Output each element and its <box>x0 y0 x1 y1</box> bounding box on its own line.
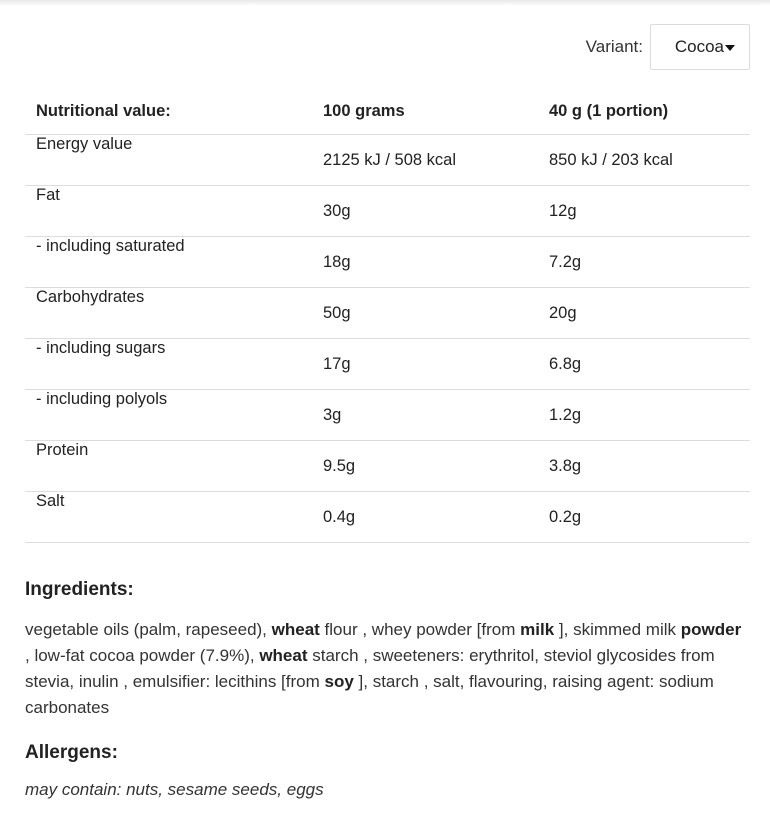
row-label: Protein <box>25 441 312 492</box>
row-label: Carbohydrates <box>25 288 312 339</box>
allergens-title: Allergens: <box>25 742 118 763</box>
table-row <box>25 186 750 237</box>
row-per-portion: 0.2g <box>538 492 750 543</box>
row-per-portion: 20g <box>538 288 750 339</box>
row-per-portion: 850 kJ / 203 kcal <box>538 135 750 186</box>
row-per-100g: 2125 kJ / 508 kcal <box>312 135 538 186</box>
variant-label: Variant: <box>585 37 643 56</box>
ingredients-part: , low-fat cocoa powder (7.9%), <box>25 646 260 665</box>
table-row <box>25 237 750 288</box>
ingredients-part: flour , whey powder [from <box>319 620 521 639</box>
row-per-100g: 0.4g <box>312 492 538 543</box>
table-row <box>25 492 750 543</box>
header-per-portion: 40 g (1 portion) <box>549 101 669 120</box>
allergen-highlight: wheat <box>259 646 308 665</box>
ingredients-part: starch , sweeteners: erythritol, steviol glycosides from stevia, inulin , emulsifier: lecithins [from <box>25 646 715 691</box>
ingredients-part: ], starch , salt, flavouring, raising agent: sodium carbonates <box>25 672 714 717</box>
row-label: - including polyols <box>25 390 312 441</box>
row-label: - including saturated <box>25 237 312 288</box>
row-per-portion: 6.8g <box>538 339 750 390</box>
row-per-portion: 7.2g <box>538 237 750 288</box>
variant-dropdown[interactable] <box>650 24 750 70</box>
row-per-100g: 30g <box>312 186 538 237</box>
table-row <box>25 390 750 441</box>
allergen-highlight: milk <box>520 620 555 639</box>
row-label: Energy value <box>25 135 312 186</box>
ingredients-part: vegetable oils (palm, rapeseed), <box>25 620 272 639</box>
row-label: - including sugars <box>25 339 312 390</box>
ingredients-part: ], skimmed milk <box>554 620 681 639</box>
row-per-portion: 12g <box>538 186 750 237</box>
allergen-highlight: wheat <box>271 620 320 639</box>
table-row <box>25 288 750 339</box>
row-per-portion: 3.8g <box>538 441 750 492</box>
nutrition-table <box>25 88 750 543</box>
allergen-highlight: soy <box>324 672 354 691</box>
row-per-100g: 3g <box>312 390 538 441</box>
variant-selector <box>586 24 750 70</box>
row-per-100g: 9.5g <box>312 441 538 492</box>
allergen-highlight: powder <box>680 620 742 639</box>
row-label: Salt <box>25 492 312 543</box>
header-shadow <box>0 0 770 6</box>
row-per-100g: 50g <box>312 288 538 339</box>
row-per-portion: 1.2g <box>538 390 750 441</box>
table-row <box>25 135 750 186</box>
row-per-100g: 17g <box>312 339 538 390</box>
row-per-100g: 18g <box>312 237 538 288</box>
variant-selected-value: Cocoa <box>674 37 724 56</box>
table-row <box>25 441 750 492</box>
row-label: Fat <box>25 186 312 237</box>
chevron-down-icon <box>725 45 735 51</box>
header-nutritional-value: Nutritional value: <box>36 101 171 120</box>
header-per-100g: 100 grams <box>323 101 405 120</box>
table-header-row <box>25 88 750 135</box>
table-row <box>25 339 750 390</box>
ingredients-text <box>25 617 745 721</box>
allergens-text: may contain: nuts, sesame seeds, eggs <box>25 780 324 799</box>
ingredients-title: Ingredients: <box>25 579 134 600</box>
